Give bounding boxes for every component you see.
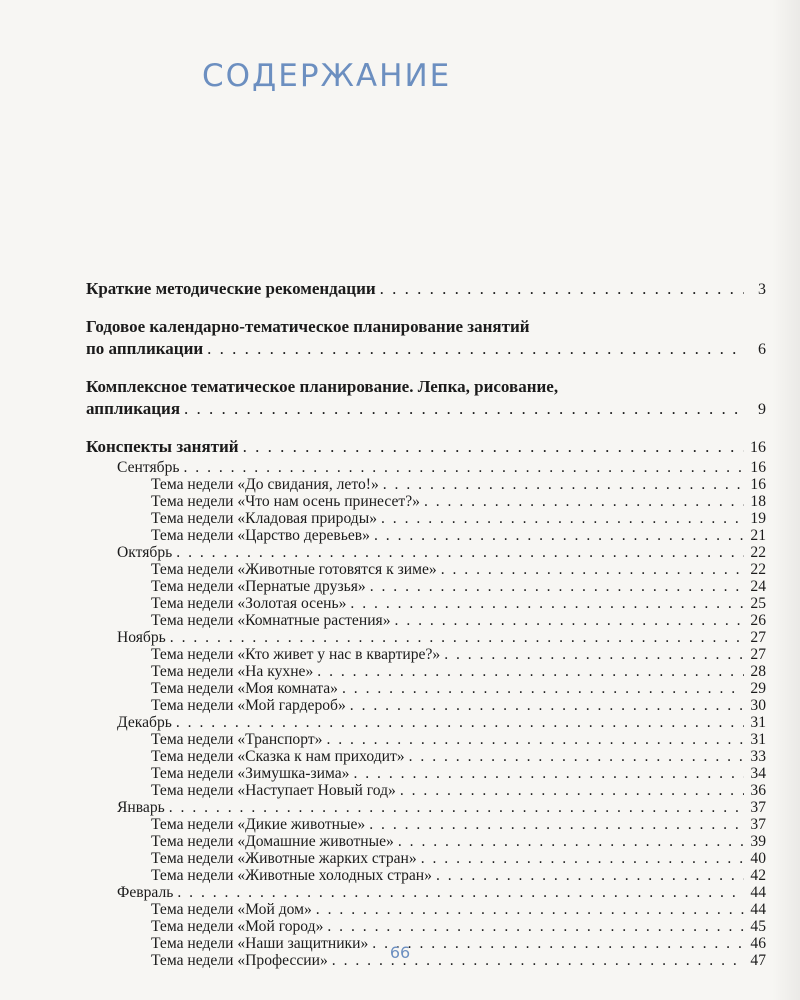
toc-week-item[interactable] xyxy=(86,748,766,765)
toc-week-item[interactable] xyxy=(86,782,766,799)
toc-page-number: 31 xyxy=(750,714,766,731)
toc-page-number: 30 xyxy=(750,697,766,714)
toc-week-title: Тема недели «Мой дом» xyxy=(151,901,312,918)
toc-week-item[interactable] xyxy=(86,765,766,782)
toc-week-title: Тема недели «Мой гардероб» xyxy=(151,697,346,714)
toc-week-title: Тема недели «Животные готовятся к зиме» xyxy=(151,561,437,578)
toc-section-title: по аппликации xyxy=(86,339,204,358)
toc-week-item[interactable] xyxy=(86,901,766,918)
leader-dots xyxy=(350,697,744,714)
toc-page-number: 25 xyxy=(750,595,766,612)
leader-dots xyxy=(374,527,744,544)
leader-dots xyxy=(342,680,744,697)
table-of-contents xyxy=(86,278,766,969)
leader-dots xyxy=(400,782,744,799)
toc-month-december[interactable] xyxy=(86,714,766,731)
leader-dots xyxy=(170,629,744,646)
toc-week-item[interactable] xyxy=(86,833,766,850)
toc-page-number: 47 xyxy=(750,952,766,969)
toc-week-item[interactable] xyxy=(86,476,766,493)
leader-dots xyxy=(176,714,744,731)
leader-dots xyxy=(326,731,744,748)
toc-month-name: Сентябрь xyxy=(117,459,180,476)
toc-page-number: 27 xyxy=(750,629,766,646)
toc-week-item[interactable] xyxy=(86,663,766,680)
toc-page-number: 39 xyxy=(750,833,766,850)
toc-page-number: 40 xyxy=(750,850,766,867)
toc-week-title: Тема недели «Мой город» xyxy=(151,918,324,935)
toc-week-item[interactable] xyxy=(86,578,766,595)
leader-dots xyxy=(177,884,744,901)
leader-dots xyxy=(350,595,744,612)
toc-week-item[interactable] xyxy=(86,816,766,833)
toc-week-title: Тема недели «Царство деревьев» xyxy=(151,527,370,544)
toc-month-september[interactable] xyxy=(86,459,766,476)
toc-page-number: 22 xyxy=(750,544,766,561)
toc-page-number: 3 xyxy=(758,281,766,298)
toc-month-november[interactable] xyxy=(86,629,766,646)
leader-dots xyxy=(183,459,744,476)
leader-dots xyxy=(436,867,744,884)
toc-week-title: Тема недели «Пернатые друзья» xyxy=(151,578,366,595)
toc-page-number: 37 xyxy=(750,816,766,833)
toc-page-number: 24 xyxy=(750,578,766,595)
toc-page-number: 33 xyxy=(750,748,766,765)
toc-week-title: Тема недели «На кухне» xyxy=(151,663,314,680)
toc-week-title: Тема недели «Кладовая природы» xyxy=(151,510,377,527)
toc-page-number: 31 xyxy=(750,731,766,748)
toc-page-number: 19 xyxy=(750,510,766,527)
toc-week-title: Тема недели «Наступает Новый год» xyxy=(151,782,396,799)
toc-week-title: Тема недели «До свидания, лето!» xyxy=(151,476,379,493)
leader-dots xyxy=(421,850,744,867)
toc-month-name: Ноябрь xyxy=(117,629,166,646)
toc-week-item[interactable] xyxy=(86,493,766,510)
page-edge-shadow xyxy=(772,0,800,1000)
toc-week-title: Тема недели «Животные холодных стран» xyxy=(151,867,432,884)
toc-week-item[interactable] xyxy=(86,918,766,935)
leader-dots xyxy=(370,578,744,595)
toc-section-title-line: Комплексное тематическое планирование. Лепка, рисование, xyxy=(86,377,559,396)
toc-week-item[interactable] xyxy=(86,731,766,748)
toc-page-number: 42 xyxy=(750,867,766,884)
leader-dots xyxy=(243,436,744,458)
toc-week-title: Тема недели «Зимушка-зима» xyxy=(151,765,350,782)
leader-dots xyxy=(169,799,744,816)
leader-dots xyxy=(383,476,744,493)
leader-dots xyxy=(184,398,744,420)
toc-page-number: 16 xyxy=(750,476,766,493)
toc-week-title: Тема недели «Золотая осень» xyxy=(151,595,347,612)
toc-section-title-line: Годовое календарно-тематическое планирование занятий xyxy=(86,317,530,336)
leader-dots xyxy=(395,612,744,629)
toc-page-number: 44 xyxy=(750,901,766,918)
toc-week-item[interactable] xyxy=(86,680,766,697)
toc-month-name: Январь xyxy=(117,799,165,816)
page-number: 66 xyxy=(389,943,411,962)
leader-dots xyxy=(353,765,744,782)
leader-dots xyxy=(176,544,744,561)
leader-dots xyxy=(441,561,744,578)
toc-week-title: Тема недели «Сказка к нам приходит» xyxy=(151,748,405,765)
toc-page-number: 45 xyxy=(750,918,766,935)
toc-week-item[interactable] xyxy=(86,646,766,663)
toc-week-item[interactable] xyxy=(86,527,766,544)
toc-week-title: Тема недели «Транспорт» xyxy=(151,731,323,748)
leader-dots xyxy=(444,646,744,663)
toc-week-item[interactable] xyxy=(86,697,766,714)
toc-page-number: 44 xyxy=(750,884,766,901)
toc-section-title: Конспекты занятий xyxy=(86,437,239,456)
toc-week-item[interactable] xyxy=(86,867,766,884)
toc-page-number: 21 xyxy=(750,527,766,544)
toc-section-title: аппликация xyxy=(86,399,181,418)
toc-week-item[interactable] xyxy=(86,510,766,527)
toc-week-title: Тема недели «Что нам осень принесет?» xyxy=(151,493,420,510)
toc-week-item[interactable] xyxy=(86,612,766,629)
toc-page-number: 22 xyxy=(750,561,766,578)
toc-section-annual-planning[interactable] xyxy=(86,316,766,361)
toc-section-lesson-notes[interactable] xyxy=(86,436,766,459)
toc-page-number: 29 xyxy=(750,680,766,697)
page-title: СОДЕРЖАНИЕ xyxy=(202,58,452,94)
toc-page-number: 6 xyxy=(758,341,766,358)
toc-page-number: 36 xyxy=(750,782,766,799)
toc-week-title: Тема недели «Комнатные растения» xyxy=(151,612,391,629)
toc-page-number: 37 xyxy=(750,799,766,816)
toc-page-number: 26 xyxy=(750,612,766,629)
toc-week-title: Тема недели «Животные жарких стран» xyxy=(151,850,417,867)
toc-page-number: 9 xyxy=(758,401,766,418)
toc-page-number: 27 xyxy=(750,646,766,663)
toc-week-title: Тема недели «Дикие животные» xyxy=(151,816,366,833)
toc-section-methodical-recommendations[interactable] xyxy=(86,278,766,301)
toc-page-number: 46 xyxy=(750,935,766,952)
toc-week-title: Тема недели «Наши защитники» xyxy=(151,935,369,952)
toc-month-february[interactable] xyxy=(86,884,766,901)
leader-dots xyxy=(424,493,744,510)
toc-week-title: Тема недели «Профессии» xyxy=(151,952,328,969)
toc-page-number: 18 xyxy=(750,493,766,510)
toc-page-number: 16 xyxy=(750,459,766,476)
toc-page-number: 16 xyxy=(750,439,766,456)
toc-week-item[interactable] xyxy=(86,595,766,612)
leader-dots xyxy=(207,338,744,360)
toc-month-name: Февраль xyxy=(117,884,174,901)
leader-dots xyxy=(327,918,744,935)
toc-month-name: Октябрь xyxy=(117,544,173,561)
toc-week-title: Тема недели «Кто живет у нас в квартире?» xyxy=(151,646,441,663)
leader-dots xyxy=(381,510,744,527)
leader-dots xyxy=(398,833,744,850)
toc-week-title: Тема недели «Моя комната» xyxy=(151,680,338,697)
toc-week-item[interactable] xyxy=(86,561,766,578)
leader-dots xyxy=(369,816,744,833)
leader-dots xyxy=(409,748,744,765)
leader-dots xyxy=(380,278,744,300)
toc-week-title: Тема недели «Домашние животные» xyxy=(151,833,394,850)
leader-dots xyxy=(316,901,744,918)
toc-week-item[interactable] xyxy=(86,850,766,867)
toc-page-number: 28 xyxy=(750,663,766,680)
toc-section-title: Краткие методические рекомендации xyxy=(86,279,376,298)
toc-month-january[interactable] xyxy=(86,799,766,816)
leader-dots xyxy=(317,663,744,680)
toc-month-october[interactable] xyxy=(86,544,766,561)
toc-month-name: Декабрь xyxy=(117,714,172,731)
toc-page-number: 34 xyxy=(750,765,766,782)
toc-section-complex-planning[interactable] xyxy=(86,376,766,421)
